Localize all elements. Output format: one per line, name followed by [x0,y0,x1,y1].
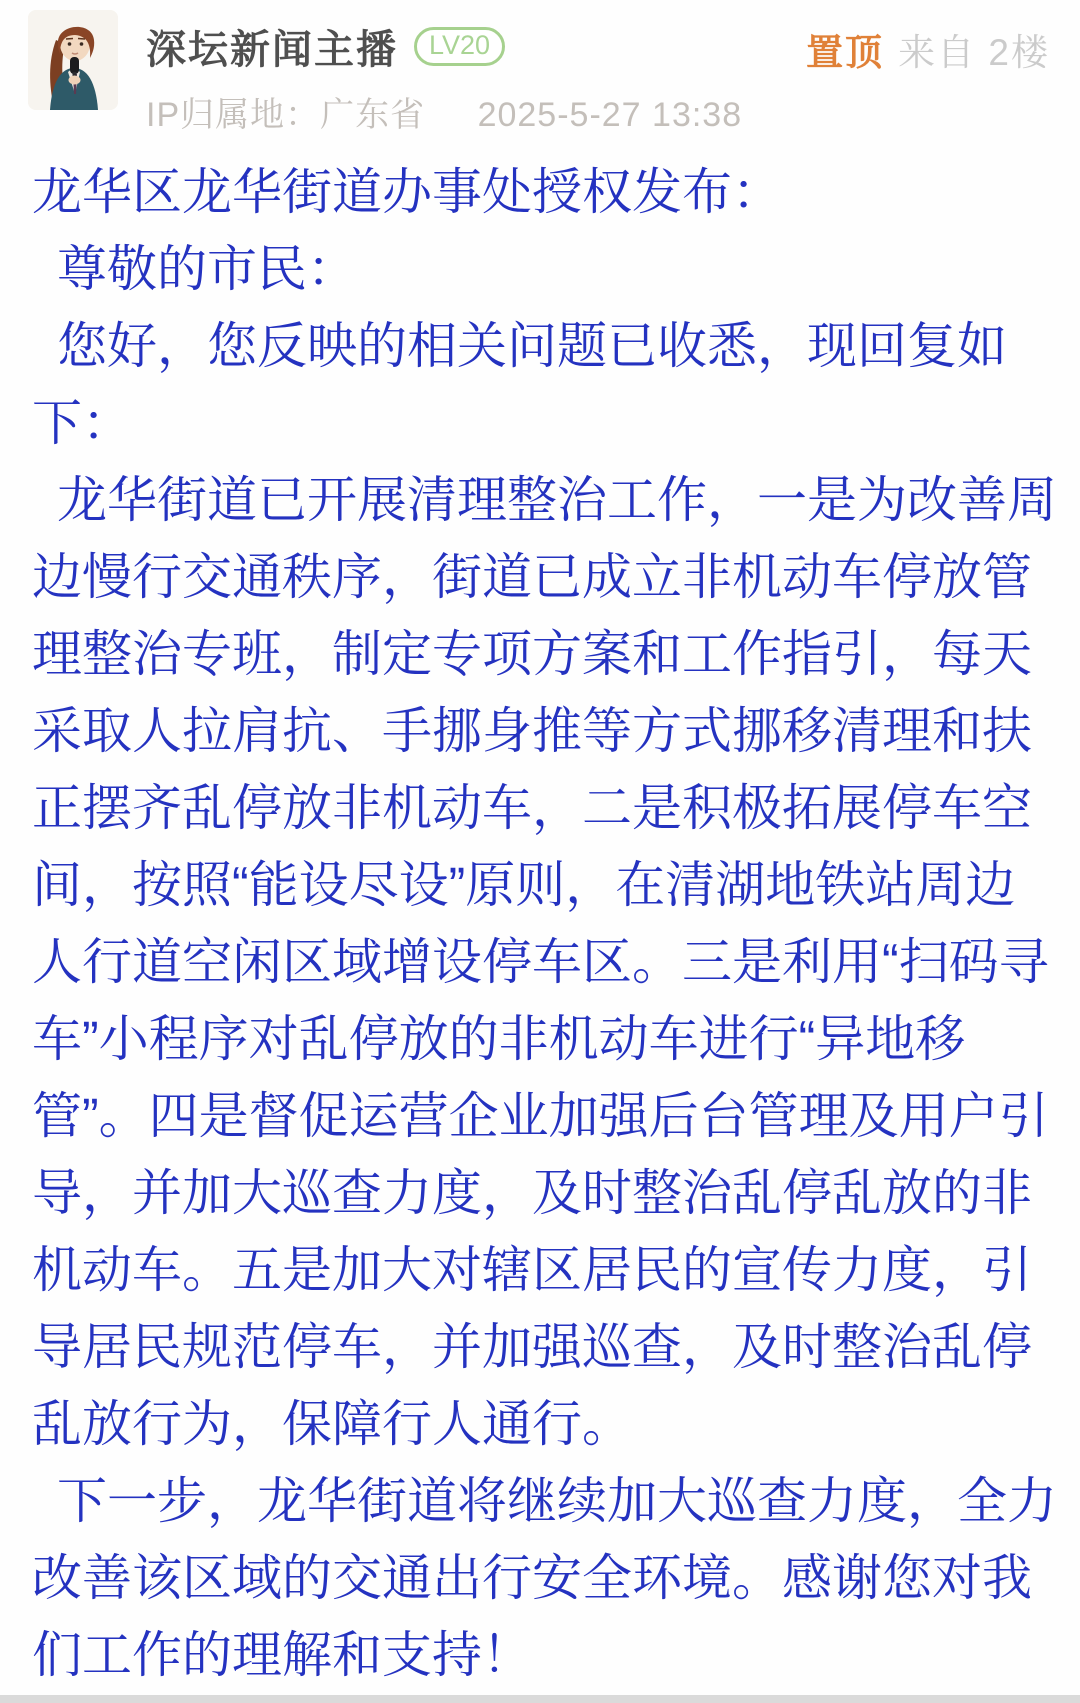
ip-location: IP归属地：广东省 [146,96,426,134]
body-line: 龙华区龙华街道办事处授权发布： [32,164,782,220]
body-line: 下一步，龙华街道将继续加大巡查力度，全力 [57,1473,1057,1529]
floor-label[interactable]: 来自 2楼 [898,32,1050,73]
female-news-anchor-avatar-icon [28,10,118,110]
post-meta-line [146,87,742,136]
body-line: 采取人拉肩抗、手挪身推等方式挪移清理和扶 [32,703,1032,759]
body-line: 间，按照“能设尽设”原则，在清湖地铁站周边 [32,857,1016,913]
body-line: 边慢行交通秩序，街道已成立非机动车停放管 [32,549,1032,605]
body-line: 正摆齐乱停放非机动车，二是积极拓展停车空 [32,780,1032,836]
body-line: 们工作的理解和支持！ [32,1627,532,1683]
body-line: 您好，您反映的相关问题已收悉，现回复如 [57,318,1007,374]
header-right [806,10,1050,76]
body-line: 下： [32,395,132,451]
body-line: 导，并加大巡查力度，及时整治乱停乱放的非 [32,1165,1032,1221]
body-line: 车”小程序对乱停放的非机动车进行“异地移 [32,1011,966,1067]
pinned-badge: 置顶 [806,32,885,73]
body-line: 机动车。五是加大对辖区居民的宣传力度，引 [32,1242,1032,1298]
body-line: 龙华街道已开展清理整治工作，一是为改善周 [57,472,1057,528]
level-badge: LV20 [414,27,505,67]
body-line: 人行道空闲区域增设停车区。三是利用“扫码寻 [32,934,1049,990]
post-header [0,0,1080,134]
user-meta [146,10,742,136]
body-line: 改善该区域的交通出行安全环境。感谢您对我 [32,1550,1032,1606]
post-timestamp: 2025-5-27 13:38 [477,96,743,134]
bottom-divider [0,1695,1080,1703]
body-line: 理整治专班，制定专项方案和工作指引，每天 [32,626,1032,682]
body-line: 管”。四是督促运营企业加强后台管理及用户引 [32,1088,1049,1144]
avatar[interactable] [28,10,118,110]
body-line: 尊敬的市民： [57,241,357,297]
post-body [0,128,1080,1694]
body-line: 导居民规范停车，并加强巡查，及时整治乱停 [32,1319,1032,1375]
body-line: 乱放行为，保障行人通行。 [32,1396,632,1452]
username[interactable]: 深坛新闻主播 [146,28,398,72]
